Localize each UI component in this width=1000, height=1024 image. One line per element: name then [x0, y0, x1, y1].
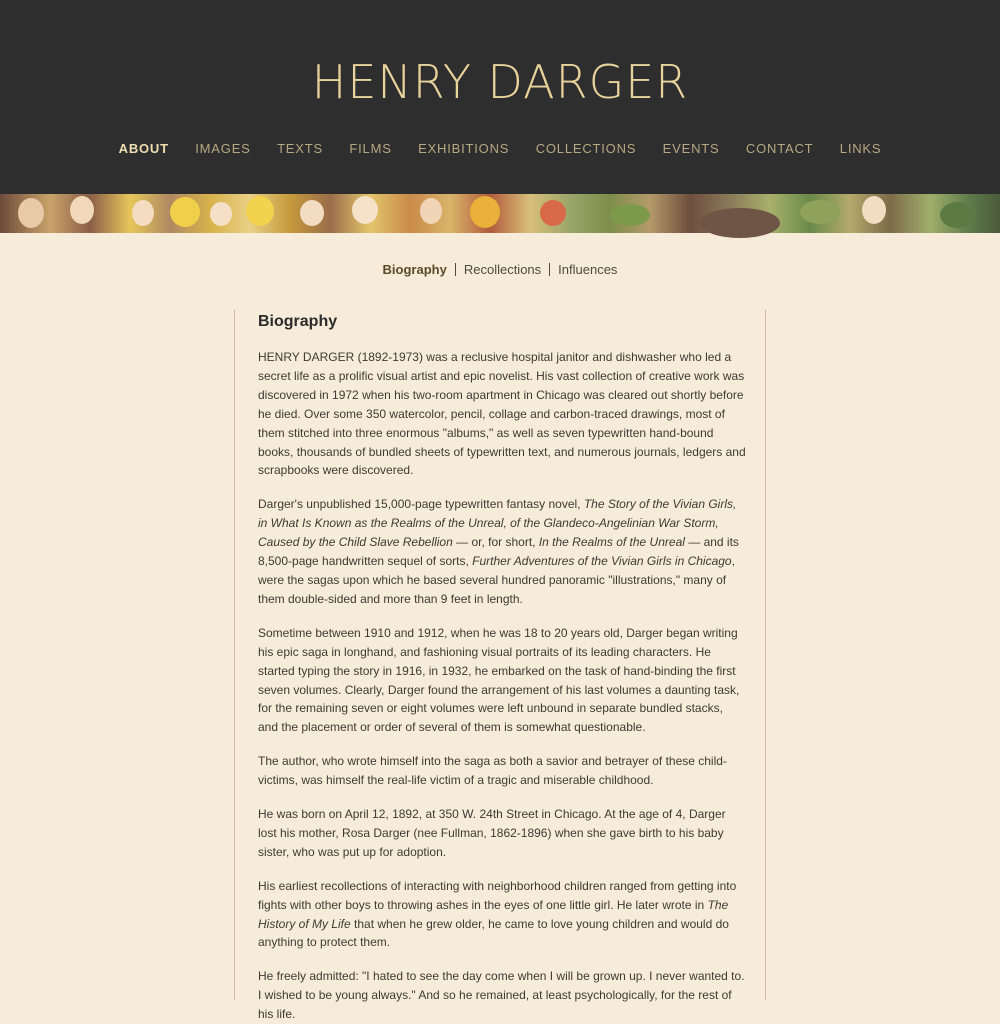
- subnav-influences[interactable]: Influences: [558, 262, 618, 277]
- main-nav: [0, 139, 1000, 159]
- banner-figure: [940, 202, 976, 228]
- paragraph-5: He was born on April 12, 1892, at 350 W. 24th Street in Chicago. At the age of 4, Darger lost his mother, Rosa Darger (nee Fullman, 1862-1896) when she gave birth to his baby sister, who was put up for adoption.: [258, 807, 726, 859]
- biography-text: [258, 310, 746, 1024]
- book-title: The History of My Life: [258, 897, 729, 931]
- nav-item-texts[interactable]: TEXTS: [277, 141, 323, 156]
- banner-figure: [800, 200, 840, 224]
- paragraph-1: HENRY DARGER (1892-1973) was a reclusive hospital janitor and dishwasher who led a secret life as a prolific visual artist and epic novelist. His vast collection of creative work was discovered in 1972 when his two-room apartment in Chicago was cleared out shortly before he died. Over some 350 watercolor, pencil, collage and carbon-traced drawings, most of them stitched into three enormous "albums," as well as seven typewritten hand-bound books, thousands of bundled sheets of typewritten text, and numerous journals, ledgers and scrapbooks were discovered.: [258, 350, 746, 478]
- section-heading: Biography: [258, 313, 338, 330]
- banner-figure: [18, 198, 44, 228]
- subnav-divider: [549, 263, 550, 276]
- banner-figure: [420, 198, 442, 224]
- banner-figure: [470, 196, 500, 228]
- nav-item-films[interactable]: FILMS: [349, 141, 392, 156]
- subnav-recollections[interactable]: Recollections: [463, 262, 542, 277]
- paragraph-text: — or, for short,: [452, 535, 539, 550]
- paragraph-text: that when he grew older, he came to love young children and would do anything to protect them.: [258, 916, 729, 950]
- paragraph-text: Darger's unpublished 15,000-page typewritten fantasy novel,: [258, 497, 584, 512]
- paragraph-4: The author, who wrote himself into the saga as both a savior and betrayer of these child-victims, was himself the real-life victim of a tragic and miserable childhood.: [258, 754, 727, 788]
- artwork-banner: [0, 194, 1000, 233]
- nav-item-about[interactable]: ABOUT: [118, 141, 169, 156]
- banner-figure: [246, 196, 274, 226]
- banner-figure: [352, 196, 378, 224]
- banner-figure: [210, 202, 232, 226]
- banner-figure: [700, 208, 780, 238]
- banner-figure: [610, 204, 650, 226]
- nav-item-exhibitions[interactable]: EXHIBITIONS: [418, 141, 510, 156]
- nav-item-links[interactable]: LINKS: [839, 141, 882, 156]
- banner-figure: [70, 196, 94, 224]
- nav-item-events[interactable]: EVENTS: [662, 141, 720, 156]
- banner-figure: [170, 197, 200, 227]
- banner-figure: [300, 200, 324, 226]
- paragraph-2: [258, 495, 746, 608]
- site-title[interactable]: HENRY DARGER: [311, 55, 689, 109]
- sequel-title: Further Adventures of the Vivian Girls in Chicago: [472, 554, 732, 569]
- novel-title: The Story of the Vivian Girls, in What Is Known as the Realms of the Unreal, of the Glandeco-Angelinian War Storm, Caused by the Child Slave Rebellion: [258, 497, 737, 550]
- banner-figure: [540, 200, 566, 226]
- paragraph-6: [258, 877, 746, 953]
- paragraph-text: His earliest recollections of interacting with neighborhood children ranged from getting into fights with other boys to throwing ashes in the eyes of one little girl. He later wrote in: [258, 878, 737, 912]
- nav-item-contact[interactable]: CONTACT: [745, 141, 814, 156]
- banner-figure: [132, 200, 154, 226]
- site-header: [0, 0, 1000, 194]
- nav-item-collections[interactable]: COLLECTIONS: [535, 141, 637, 156]
- paragraph-7: He freely admitted: "I hated to see the day come when I will be grown up. I never wanted to. I wished to be young always." And so he remained, at least psychologically, for the rest of his life.: [258, 969, 745, 1022]
- paragraph-text: — and its 8,500-page handwritten sequel of sorts,: [258, 535, 739, 569]
- banner-figure: [862, 196, 886, 224]
- nav-item-images[interactable]: IMAGES: [195, 141, 251, 156]
- biography-content: [234, 310, 766, 1022]
- subnav-biography[interactable]: Biography: [382, 262, 447, 277]
- paragraph-3: Sometime between 1910 and 1912, when he was 18 to 20 years old, Darger began writing his epic saga in longhand, and fashioning visual portraits of its leading characters. He started typing the story in 1916, in 1932, he embarked on the task of hand-binding the first seven volumes. Clearly, Darger found the arrangement of his last volumes a daunting task, for the remaining seven or eight volumes were left unbound in separate bundled stacks, and the placement or order of several of them is somewhat questionable.: [258, 625, 740, 735]
- novel-short-title: In the Realms of the Unreal: [538, 535, 685, 550]
- paragraph-text: , were the sagas upon which he based several hundred panoramic "illustrations," many of them double-sided and more than 9 feet in length.: [258, 554, 735, 606]
- sub-nav: [0, 261, 1000, 279]
- subnav-divider: [455, 263, 456, 276]
